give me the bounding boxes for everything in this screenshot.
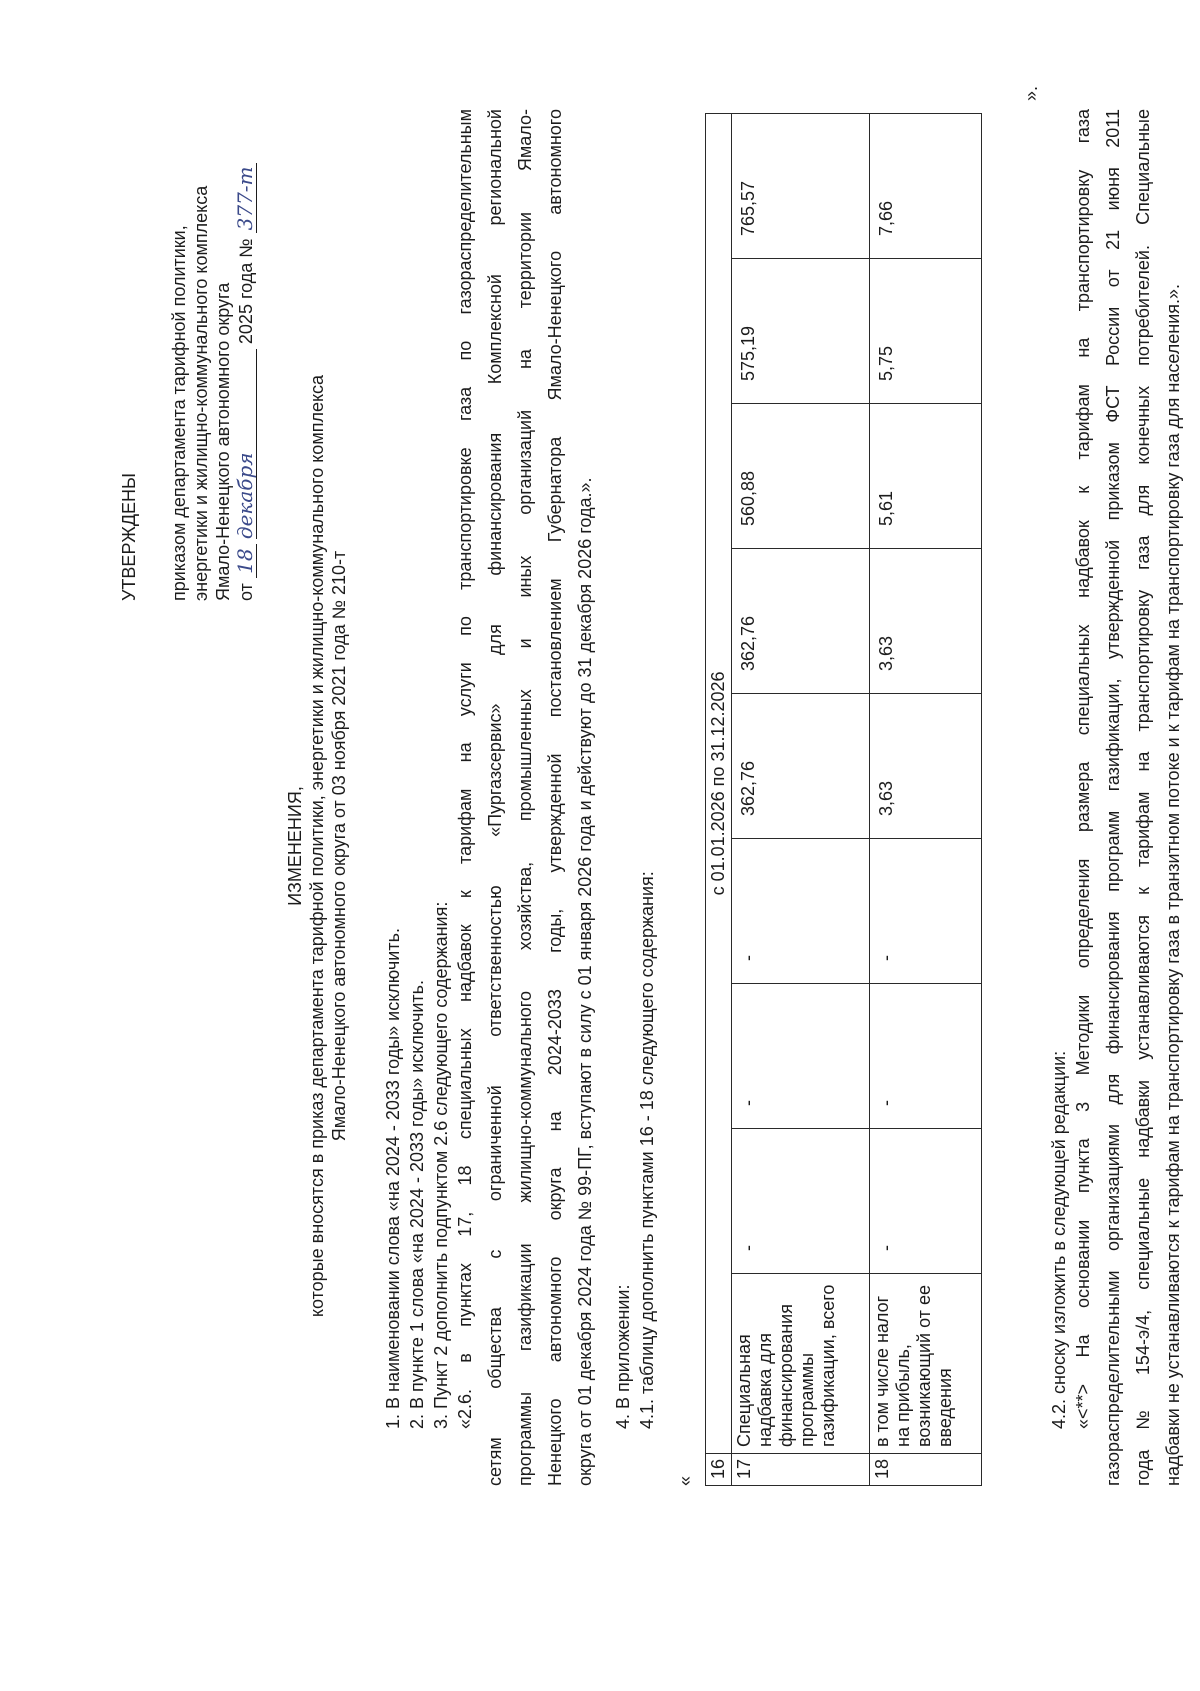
handwritten-month: декабря — [234, 349, 257, 539]
row-17-value-4: 362,76 — [732, 694, 870, 839]
item-4: 4. В приложении: — [613, 1284, 633, 1429]
approval-line-2: энергетики и жилищно-коммунального комплекса — [191, 185, 211, 601]
quote-open: « — [675, 1475, 695, 1486]
table-row-16 — [706, 113, 732, 1485]
quote-close: ». — [1021, 85, 1041, 101]
row-18-label: в том числе налог на прибыль, возникающий от ее введения — [870, 1274, 982, 1454]
row-17-value-8: 765,57 — [732, 113, 870, 258]
row-17-value-7: 575,19 — [732, 259, 870, 404]
handwritten-number: 377-т — [234, 163, 257, 233]
row-18-number: 18 — [870, 1454, 982, 1486]
approval-heading: УТВЕРЖДЕНЫ — [119, 473, 139, 601]
approval-line-3: Ямало-Ненецкого автономного округа — [213, 282, 233, 601]
row-16-period: с 01.01.2026 по 31.12.2026 — [706, 113, 732, 1453]
row-17-value-6: 560,88 — [732, 404, 870, 549]
footnote-line-3: года № 154-э/4, специальные надбавки устанавливаются к тарифам на транспортировку газа для конечных потребителей. Специальные — [1133, 109, 1153, 1486]
row-18-value-8: 7,66 — [870, 113, 982, 258]
row-18-value-3: - — [870, 839, 982, 984]
row-18-value-7: 5,75 — [870, 259, 982, 404]
row-17-value-2: - — [732, 984, 870, 1129]
year-text: 2025 года № — [236, 238, 256, 345]
document-title: ИЗМЕНЕНИЯ, — [285, 786, 305, 906]
row-18-value-5: 3,63 — [870, 549, 982, 694]
from-label: от — [236, 583, 256, 601]
item-3-body-line-1: «2.6. в пунктах 17, 18 специальных надбавок к тарифам на услуги по транспортировке газа по газораспределительным — [455, 109, 475, 1429]
row-18-value-1: - — [870, 1129, 982, 1274]
footnote-line-4: надбавки не устанавливаются к тарифам на транспортировку газа в транзитном потоке и к тарифам на транспортировку газа для населения.». — [1163, 283, 1183, 1486]
row-17-value-1: - — [732, 1129, 870, 1274]
table-row-18 — [870, 113, 982, 1485]
footnote-line-2: газораспределительными организациями для финансирования программ газификации, утвержденной приказом ФСТ России от 21 июня 2011 — [1103, 109, 1123, 1486]
surcharge-table — [705, 113, 982, 1486]
row-18-value-4: 3,63 — [870, 694, 982, 839]
table-row-17 — [732, 113, 870, 1485]
row-17-value-5: 362,76 — [732, 549, 870, 694]
item-1: 1. В наименовании слова «на 2024 - 2033 годы» исключить. — [383, 928, 403, 1429]
row-17-number: 17 — [732, 1454, 870, 1486]
handwritten-day: 18 — [234, 544, 257, 578]
row-18-value-6: 5,61 — [870, 404, 982, 549]
item-2: 2. В пункте 1 слова «на 2024 - 2033 годы» исключить. — [407, 979, 427, 1429]
item-3-body-line-5: округа от 01 декабря 2024 года № 99-ПГ, вступают в силу с 01 января 2026 года и действуют до 31 декабря 2026 года.». — [575, 477, 595, 1486]
item-4-1: 4.1. таблицу дополнить пунктами 16 - 18 следующего содержания: — [637, 871, 657, 1429]
item-3-body-line-3: программы газификации жилищно-коммунального хозяйства, промышленных и иных организаций на территории Ямало- — [515, 109, 535, 1486]
approval-line-1: приказом департамента тарифной политики, — [169, 225, 189, 601]
row-16-number: 16 — [706, 1454, 732, 1486]
item-3-body-line-2: сетям общества с ограниченной ответственностью «Пургазсервис» для финансирования Комплексной региональной — [485, 109, 505, 1486]
footnote-line-1: «<**> На основании пункта 3 Методики определения размера специальных надбавок к тарифам на транспортировку газа — [1073, 109, 1093, 1429]
approval-date-line — [234, 163, 257, 601]
document-subtitle-1: которые вносятся в приказ департамента тарифной политики, энергетики и жилищно-коммунального комплекса — [307, 374, 327, 1318]
item-4-2: 4.2. сноску изложить в следующей редакции: — [1049, 1050, 1069, 1429]
document-subtitle-2: Ямало-Ненецкого автономного округа от 03 ноября 2021 года № 210-т — [329, 550, 349, 1142]
row-17-value-3: - — [732, 839, 870, 984]
item-3-body-line-4: Ненецкого автономного округа на 2024-2033 годы, утвержденной постановлением Губернатора Ямало-Ненецкого автономного — [545, 109, 565, 1486]
row-18-value-2: - — [870, 984, 982, 1129]
item-3: 3. Пункт 2 дополнить подпунктом 2.6 следующего содержания: — [431, 901, 451, 1429]
row-17-label: Специальная надбавка для финансирования программы газификации, всего — [732, 1274, 870, 1454]
